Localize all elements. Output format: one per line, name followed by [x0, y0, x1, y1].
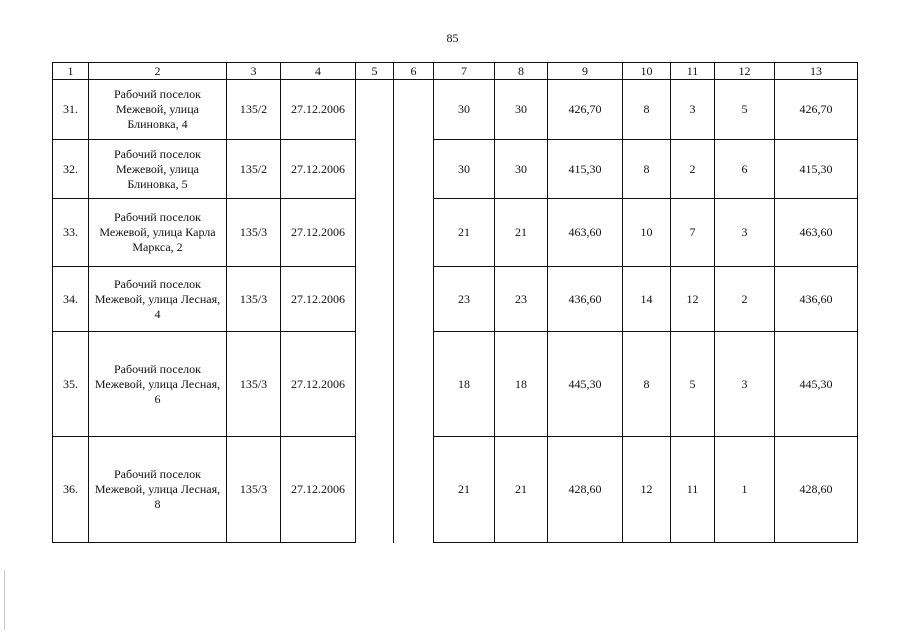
- address-line: 6: [154, 391, 161, 406]
- header-cell-11: 11: [671, 63, 715, 80]
- header-cell-1: 1: [53, 63, 89, 80]
- column-7-cell: 30: [434, 140, 495, 199]
- column-8-cell: 23: [495, 267, 548, 332]
- column-12-cell: 5: [715, 80, 775, 140]
- column-12-cell: 3: [715, 332, 775, 437]
- column-12-cell: 2: [715, 267, 775, 332]
- table-row: [53, 267, 858, 332]
- address-line: Рабочий поселок: [113, 467, 201, 481]
- address-line: Маркса, 2: [132, 240, 183, 254]
- row-number: 32.: [53, 140, 89, 199]
- date-cell: 27.12.2006: [281, 140, 356, 199]
- doc-number-cell: 135/3: [227, 332, 281, 437]
- row-number: 36.: [53, 437, 89, 543]
- column-8-cell: 21: [495, 199, 548, 267]
- column-10-cell: 12: [623, 437, 671, 543]
- header-cell-7: 7: [434, 63, 495, 80]
- table-row: [53, 140, 858, 199]
- address-line: Рабочий поселок: [113, 276, 201, 291]
- doc-number-cell: 135/3: [227, 199, 281, 267]
- address-cell: [89, 437, 227, 543]
- table-row: [53, 332, 858, 437]
- column-11-cell: 2: [671, 140, 715, 199]
- area-cell: 436,60: [548, 267, 623, 332]
- area-cell: 428,60: [548, 437, 623, 543]
- address-line: Межевой, улица Лесная,: [94, 291, 221, 306]
- address-line: Межевой, улица Лесная,: [94, 482, 221, 496]
- column-6-cell: [394, 332, 434, 437]
- address-line: 8: [154, 497, 161, 511]
- column-6-cell: [394, 140, 434, 199]
- address-line: Блиновка, 4: [127, 117, 188, 131]
- address-line: Рабочий поселок: [113, 361, 201, 376]
- area-cell: 426,70: [548, 80, 623, 140]
- column-6-cell: [394, 80, 434, 140]
- area-cell: 445,30: [548, 332, 623, 437]
- header-cell-10: 10: [623, 63, 671, 80]
- column-11-cell: 3: [671, 80, 715, 140]
- table-row: [53, 199, 858, 267]
- total-area-cell: 415,30: [775, 140, 858, 199]
- date-cell: 27.12.2006: [281, 267, 356, 332]
- total-area-cell: 426,70: [775, 80, 858, 140]
- header-cell-12: 12: [715, 63, 775, 80]
- address-cell: [89, 199, 227, 267]
- address-line: Межевой, улица: [116, 102, 199, 116]
- column-10-cell: 14: [623, 267, 671, 332]
- address-cell: [89, 80, 227, 140]
- address-line: Рабочий поселок: [113, 146, 201, 161]
- area-cell: 463,60: [548, 199, 623, 267]
- scan-edge-mark: [4, 570, 5, 630]
- column-8-cell: 21: [495, 437, 548, 543]
- column-7-cell: 30: [434, 80, 495, 140]
- address-line: Межевой, улица Лесная,: [94, 376, 221, 391]
- column-6-cell: [394, 267, 434, 332]
- header-cell-5: 5: [356, 63, 394, 80]
- doc-number-cell: 135/3: [227, 267, 281, 332]
- header-cell-13: 13: [775, 63, 858, 80]
- table-row: [53, 80, 858, 140]
- address-line: Межевой, улица: [116, 161, 199, 176]
- column-12-cell: 3: [715, 199, 775, 267]
- table-row: [53, 437, 858, 543]
- address-line: Рабочий поселок: [113, 87, 201, 101]
- column-11-cell: 7: [671, 199, 715, 267]
- column-5-cell: [356, 80, 394, 140]
- column-8-cell: 30: [495, 80, 548, 140]
- page-number: 85: [446, 31, 459, 45]
- table-header: [53, 63, 858, 80]
- date-cell: 27.12.2006: [281, 437, 356, 543]
- column-7-cell: 21: [434, 437, 495, 543]
- area-cell: 415,30: [548, 140, 623, 199]
- total-area-cell: 428,60: [775, 437, 858, 543]
- column-11-cell: 12: [671, 267, 715, 332]
- column-12-cell: 1: [715, 437, 775, 543]
- total-area-cell: 445,30: [775, 332, 858, 437]
- doc-number-cell: 135/2: [227, 140, 281, 199]
- column-6-cell: [394, 437, 434, 543]
- column-10-cell: 8: [623, 80, 671, 140]
- column-5-cell: [356, 267, 394, 332]
- column-8-cell: 30: [495, 140, 548, 199]
- housing-registry-table: [52, 62, 858, 543]
- header-cell-8: 8: [495, 63, 548, 80]
- row-number: 33.: [53, 199, 89, 267]
- total-area-cell: 463,60: [775, 199, 858, 267]
- header-cell-2: 2: [89, 63, 227, 80]
- column-5-cell: [356, 437, 394, 543]
- column-7-cell: 18: [434, 332, 495, 437]
- address-line: Рабочий поселок: [113, 210, 201, 224]
- row-number: 34.: [53, 267, 89, 332]
- date-cell: 27.12.2006: [281, 80, 356, 140]
- address-cell: [89, 140, 227, 199]
- column-11-cell: 11: [671, 437, 715, 543]
- address-cell: [89, 267, 227, 332]
- total-area-cell: 436,60: [775, 267, 858, 332]
- header-row: [53, 63, 858, 80]
- date-cell: 27.12.2006: [281, 199, 356, 267]
- row-number: 35.: [53, 332, 89, 437]
- table-body: [53, 80, 858, 543]
- column-10-cell: 8: [623, 332, 671, 437]
- address-line: 4: [154, 306, 161, 321]
- column-10-cell: 8: [623, 140, 671, 199]
- column-5-cell: [356, 332, 394, 437]
- column-5-cell: [356, 140, 394, 199]
- column-5-cell: [356, 199, 394, 267]
- row-number: 31.: [53, 80, 89, 140]
- column-6-cell: [394, 199, 434, 267]
- column-7-cell: 23: [434, 267, 495, 332]
- header-cell-6: 6: [394, 63, 434, 80]
- address-line: Блиновка, 5: [127, 176, 188, 191]
- column-12-cell: 6: [715, 140, 775, 199]
- address-cell: [89, 332, 227, 437]
- column-7-cell: 21: [434, 199, 495, 267]
- address-line: Межевой, улица Карла: [99, 225, 216, 239]
- header-cell-3: 3: [227, 63, 281, 80]
- column-11-cell: 5: [671, 332, 715, 437]
- header-cell-9: 9: [548, 63, 623, 80]
- date-cell: 27.12.2006: [281, 332, 356, 437]
- header-cell-4: 4: [281, 63, 356, 80]
- column-8-cell: 18: [495, 332, 548, 437]
- doc-number-cell: 135/2: [227, 80, 281, 140]
- column-10-cell: 10: [623, 199, 671, 267]
- doc-number-cell: 135/3: [227, 437, 281, 543]
